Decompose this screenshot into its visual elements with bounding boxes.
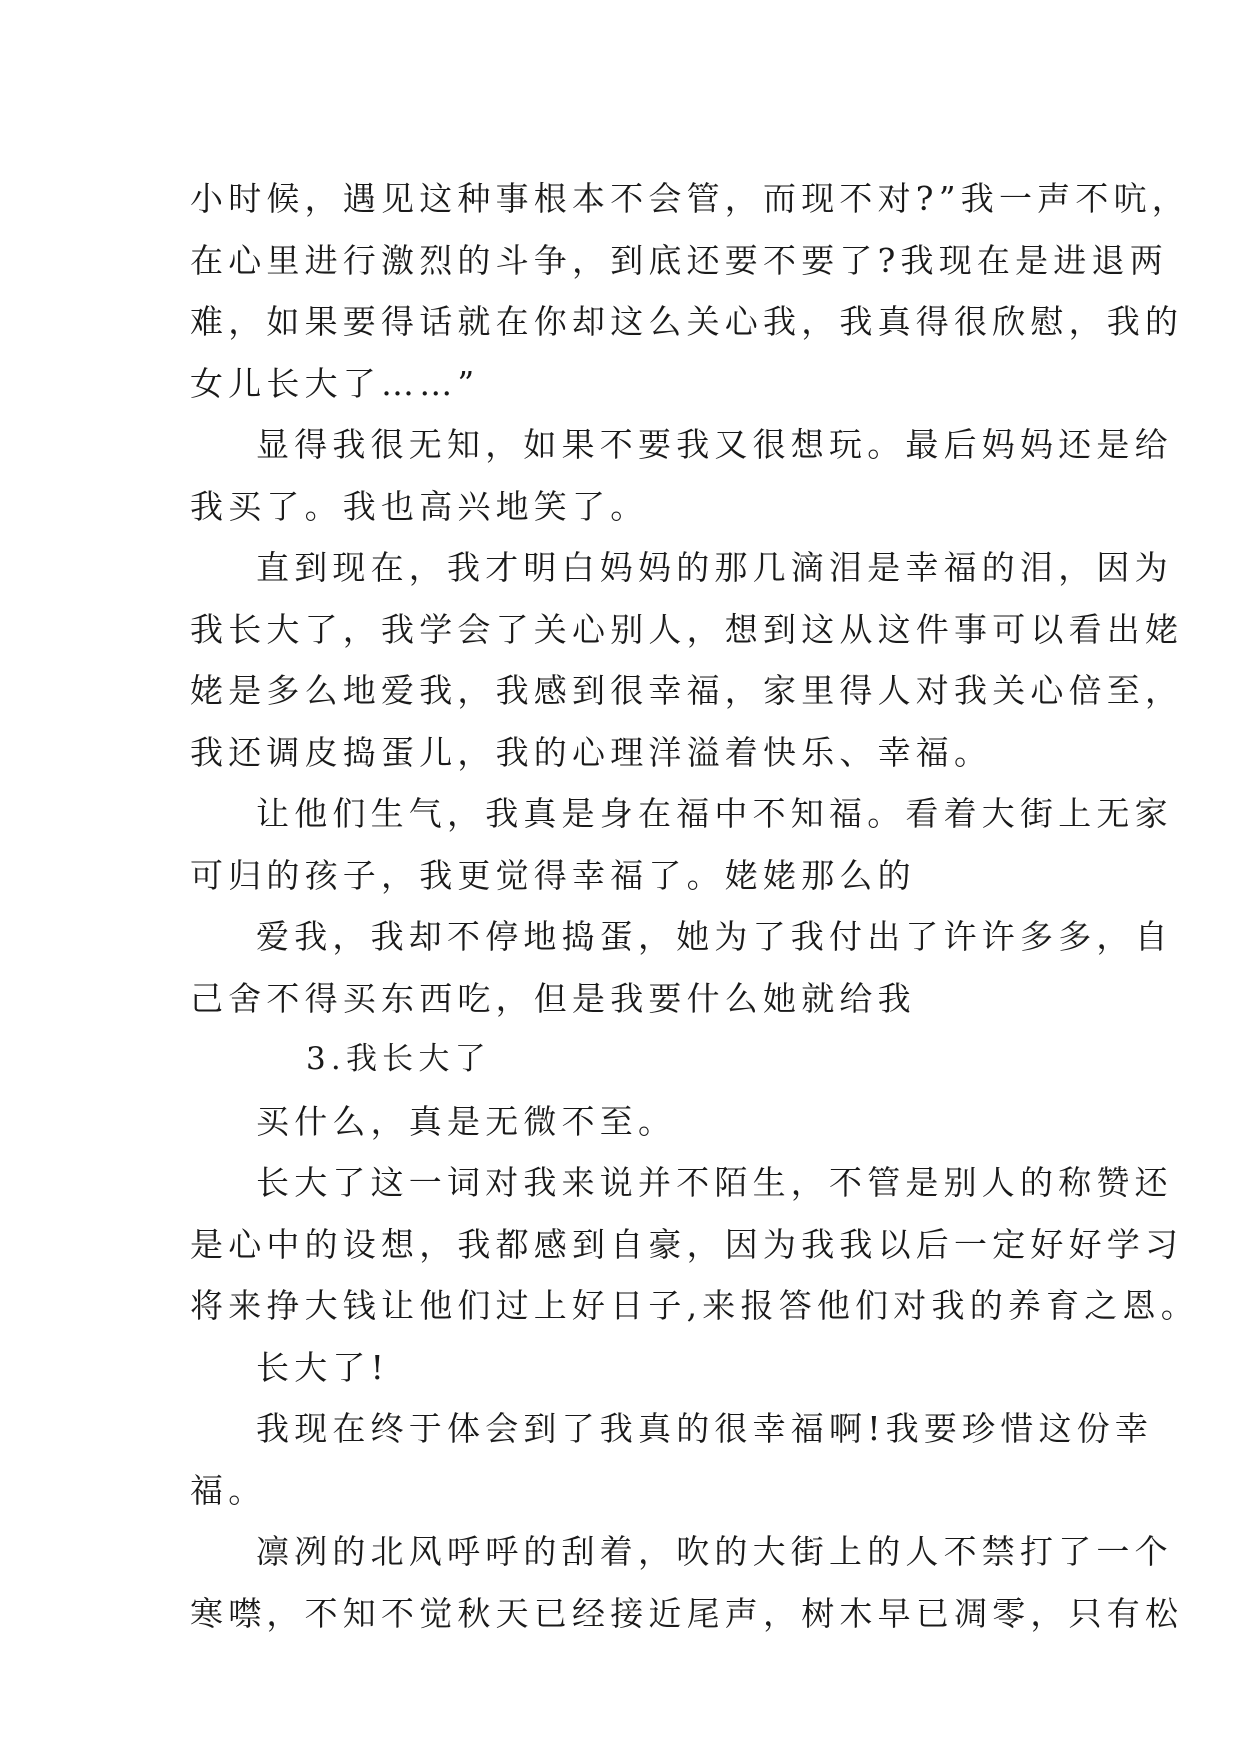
paragraph-first-line: 长大了这一词对我来说并不陌生，不管是别人的称赞还 (256, 1163, 1173, 1202)
paragraph-first-line: 爱我，我却不停地捣蛋，她为了我付出了许许多多，自 (256, 917, 1173, 956)
text-line: 我长大了，我学会了关心别人，想到这从这件事可以看出姥 (190, 609, 1184, 649)
paragraph-first-line: 凛冽的北风呼呼的刮着，吹的大街上的人不禁打了一个 (256, 1532, 1173, 1571)
text-line: 寒噤，不知不觉秋天已经接近尾声，树木早已凋零，只有松 (190, 1593, 1184, 1633)
paragraph-first-line: 买什么，真是无微不至。 (256, 1101, 677, 1141)
text-line: 将来挣大钱让他们过上好日子,来报答他们对我的养育之恩。 (190, 1286, 1199, 1325)
text-line: 姥是多么地爱我，我感到很幸福，家里得人对我关心倍至， (190, 671, 1184, 710)
document-body (190, 168, 1199, 1644)
text-line: 我买了。我也高兴地笑了。 (190, 486, 649, 526)
text-line: 是心中的设想，我都感到自豪，因为我我以后一定好好学习 (190, 1224, 1184, 1264)
text-line: 我还调皮捣蛋儿，我的心理洋溢着快乐、幸福。 (190, 732, 993, 772)
text-line: 福。 (190, 1470, 267, 1510)
text-line: 在心里进行激烈的斗争，到底还要不要了?我现在是进退两 (190, 240, 1168, 280)
text-line: 难，如果要得话就在你却这么关心我，我真得很欣慰，我的 (190, 302, 1184, 341)
section-heading: 3.我长大了 (306, 1041, 491, 1077)
paragraph-first-line: 让他们生气，我真是身在福中不知福。看着大街上无家 (256, 794, 1173, 833)
text-line: 小时候，遇见这种事根本不会管，而现不对?”我一声不吭， (190, 179, 1190, 218)
paragraph-first-line: 直到现在，我才明白妈妈的那几滴泪是幸福的泪，因为 (256, 548, 1173, 587)
text-line: 可归的孩子，我更觉得幸福了。姥姥那么的 (190, 855, 916, 895)
paragraph-first-line: 显得我很无知，如果不要我又很想玩。最后妈妈还是给 (256, 425, 1173, 464)
text-line: 女儿长大了……” (190, 363, 480, 403)
paragraph-first-line: 长大了! (256, 1347, 390, 1387)
paragraph-first-line: 我现在终于体会到了我真的很幸福啊!我要珍惜这份幸 (256, 1409, 1154, 1448)
text-line: 己舍不得买东西吃，但是我要什么她就给我 (190, 978, 916, 1018)
